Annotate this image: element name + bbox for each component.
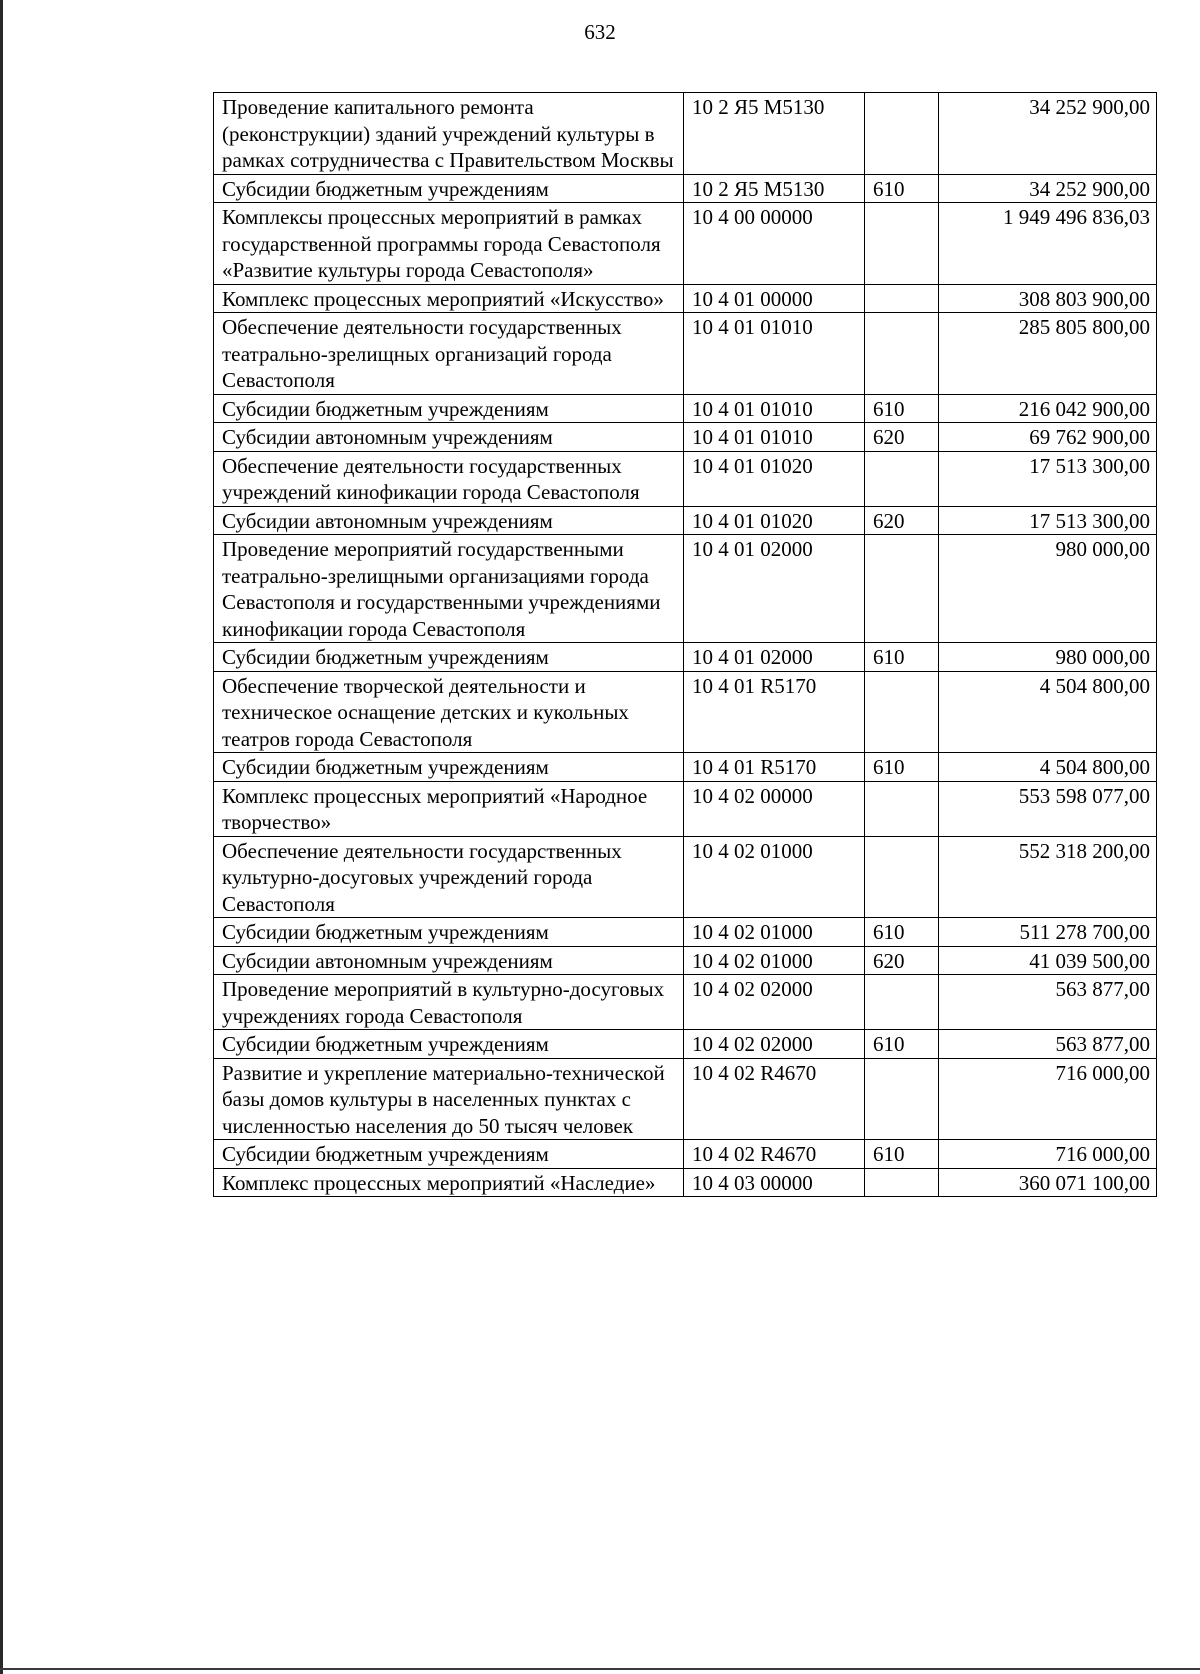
table-row xyxy=(214,643,1157,672)
item-name: Обеспечение деятельности государственных учреждений кинофикации города Севастополя xyxy=(214,451,684,506)
target-article-code: 10 4 02 00000 xyxy=(684,781,865,836)
item-name: Комплексы процессных мероприятий в рамках государственной программы города Севастополя «Развитие культуры города Севастополя» xyxy=(214,203,684,285)
table-row xyxy=(214,836,1157,918)
target-article-code: 10 4 01 01010 xyxy=(684,394,865,423)
table-row xyxy=(214,506,1157,535)
expense-kind-code: 610 xyxy=(865,1140,939,1169)
amount: 553 598 077,00 xyxy=(939,781,1157,836)
table-row xyxy=(214,1058,1157,1140)
target-article-code: 10 4 01 02000 xyxy=(684,643,865,672)
amount: 41 039 500,00 xyxy=(939,946,1157,975)
item-name: Обеспечение деятельности государственных культурно-досуговых учреждений города Севастополя xyxy=(214,836,684,918)
table-row xyxy=(214,423,1157,452)
amount: 1 949 496 836,03 xyxy=(939,203,1157,285)
item-name: Субсидии бюджетным учреждениям xyxy=(214,174,684,203)
table-row xyxy=(214,394,1157,423)
table-row xyxy=(214,1140,1157,1169)
item-name: Проведение капитального ремонта (реконструкции) зданий учреждений культуры в рамках сотрудничества с Правительством Москвы xyxy=(214,93,684,175)
target-article-code: 10 4 02 01000 xyxy=(684,946,865,975)
target-article-code: 10 4 01 01020 xyxy=(684,506,865,535)
table-row xyxy=(214,671,1157,753)
item-name: Субсидии бюджетным учреждениям xyxy=(214,918,684,947)
target-article-code: 10 4 03 00000 xyxy=(684,1168,865,1197)
table-row xyxy=(214,1168,1157,1197)
expense-kind-code xyxy=(865,284,939,313)
table-row xyxy=(214,203,1157,285)
expense-kind-code xyxy=(865,975,939,1030)
amount: 980 000,00 xyxy=(939,535,1157,643)
target-article-code: 10 2 Я5 М5130 xyxy=(684,93,865,175)
budget-table xyxy=(213,92,1157,1197)
target-article-code: 10 4 01 R5170 xyxy=(684,753,865,782)
item-name: Комплекс процессных мероприятий «Народное творчество» xyxy=(214,781,684,836)
expense-kind-code xyxy=(865,535,939,643)
expense-kind-code xyxy=(865,1058,939,1140)
amount: 285 805 800,00 xyxy=(939,313,1157,395)
target-article-code: 10 4 01 01010 xyxy=(684,313,865,395)
amount: 308 803 900,00 xyxy=(939,284,1157,313)
amount: 216 042 900,00 xyxy=(939,394,1157,423)
expense-kind-code xyxy=(865,93,939,175)
expense-kind-code xyxy=(865,781,939,836)
target-article-code: 10 4 01 01010 xyxy=(684,423,865,452)
item-name: Комплекс процессных мероприятий «Наследие» xyxy=(214,1168,684,1197)
table-row xyxy=(214,753,1157,782)
amount: 17 513 300,00 xyxy=(939,451,1157,506)
amount: 34 252 900,00 xyxy=(939,93,1157,175)
item-name: Субсидии бюджетным учреждениям xyxy=(214,1140,684,1169)
expense-kind-code xyxy=(865,671,939,753)
item-name: Развитие и укрепление материально-технической базы домов культуры в населенных пунктах с численностью населения до 50 тысяч человек xyxy=(214,1058,684,1140)
item-name: Субсидии бюджетным учреждениям xyxy=(214,1030,684,1059)
table-row xyxy=(214,1030,1157,1059)
item-name: Комплекс процессных мероприятий «Искусство» xyxy=(214,284,684,313)
table-row xyxy=(214,918,1157,947)
expense-kind-code xyxy=(865,836,939,918)
target-article-code: 10 4 02 01000 xyxy=(684,836,865,918)
target-article-code: 10 4 02 01000 xyxy=(684,918,865,947)
item-name: Субсидии бюджетным учреждениям xyxy=(214,643,684,672)
table-row xyxy=(214,535,1157,643)
item-name: Субсидии бюджетным учреждениям xyxy=(214,753,684,782)
amount: 4 504 800,00 xyxy=(939,671,1157,753)
target-article-code: 10 4 02 R4670 xyxy=(684,1058,865,1140)
table-row xyxy=(214,975,1157,1030)
expense-kind-code: 610 xyxy=(865,643,939,672)
expense-kind-code: 620 xyxy=(865,946,939,975)
table-row xyxy=(214,313,1157,395)
expense-kind-code: 610 xyxy=(865,753,939,782)
expense-kind-code: 610 xyxy=(865,394,939,423)
amount: 563 877,00 xyxy=(939,975,1157,1030)
item-name: Субсидии автономным учреждениям xyxy=(214,423,684,452)
amount: 34 252 900,00 xyxy=(939,174,1157,203)
amount: 552 318 200,00 xyxy=(939,836,1157,918)
expense-kind-code: 610 xyxy=(865,1030,939,1059)
expense-kind-code xyxy=(865,1168,939,1197)
target-article-code: 10 4 00 00000 xyxy=(684,203,865,285)
target-article-code: 10 4 02 R4670 xyxy=(684,1140,865,1169)
table-row xyxy=(214,174,1157,203)
amount: 980 000,00 xyxy=(939,643,1157,672)
scan-border-bottom xyxy=(0,1668,1200,1670)
item-name: Обеспечение творческой деятельности и техническое оснащение детских и кукольных театров города Севастополя xyxy=(214,671,684,753)
item-name: Субсидии автономным учреждениям xyxy=(214,506,684,535)
item-name: Обеспечение деятельности государственных театрально-зрелищных организаций города Севастополя xyxy=(214,313,684,395)
expense-kind-code: 610 xyxy=(865,174,939,203)
target-article-code: 10 4 01 02000 xyxy=(684,535,865,643)
table-row xyxy=(214,93,1157,175)
expense-kind-code: 610 xyxy=(865,918,939,947)
expense-kind-code xyxy=(865,451,939,506)
page-number: 632 xyxy=(584,20,616,44)
target-article-code: 10 4 01 01020 xyxy=(684,451,865,506)
expense-kind-code xyxy=(865,203,939,285)
target-article-code: 10 4 02 02000 xyxy=(684,1030,865,1059)
table-row xyxy=(214,284,1157,313)
amount: 511 278 700,00 xyxy=(939,918,1157,947)
amount: 716 000,00 xyxy=(939,1140,1157,1169)
expense-kind-code: 620 xyxy=(865,423,939,452)
amount: 4 504 800,00 xyxy=(939,753,1157,782)
item-name: Проведение мероприятий в культурно-досуговых учреждениях города Севастополя xyxy=(214,975,684,1030)
amount: 716 000,00 xyxy=(939,1058,1157,1140)
amount: 563 877,00 xyxy=(939,1030,1157,1059)
amount: 69 762 900,00 xyxy=(939,423,1157,452)
amount: 360 071 100,00 xyxy=(939,1168,1157,1197)
scan-border-left xyxy=(0,0,3,1674)
table-row xyxy=(214,451,1157,506)
target-article-code: 10 4 01 R5170 xyxy=(684,671,865,753)
target-article-code: 10 2 Я5 М5130 xyxy=(684,174,865,203)
expense-kind-code: 620 xyxy=(865,506,939,535)
table-row xyxy=(214,781,1157,836)
amount: 17 513 300,00 xyxy=(939,506,1157,535)
target-article-code: 10 4 01 00000 xyxy=(684,284,865,313)
item-name: Проведение мероприятий государственными театрально-зрелищными организациями города Севастополя и государственными учреждениями кинофикации города Севастополя xyxy=(214,535,684,643)
item-name: Субсидии бюджетным учреждениям xyxy=(214,394,684,423)
table-row xyxy=(214,946,1157,975)
target-article-code: 10 4 02 02000 xyxy=(684,975,865,1030)
item-name: Субсидии автономным учреждениям xyxy=(214,946,684,975)
expense-kind-code xyxy=(865,313,939,395)
